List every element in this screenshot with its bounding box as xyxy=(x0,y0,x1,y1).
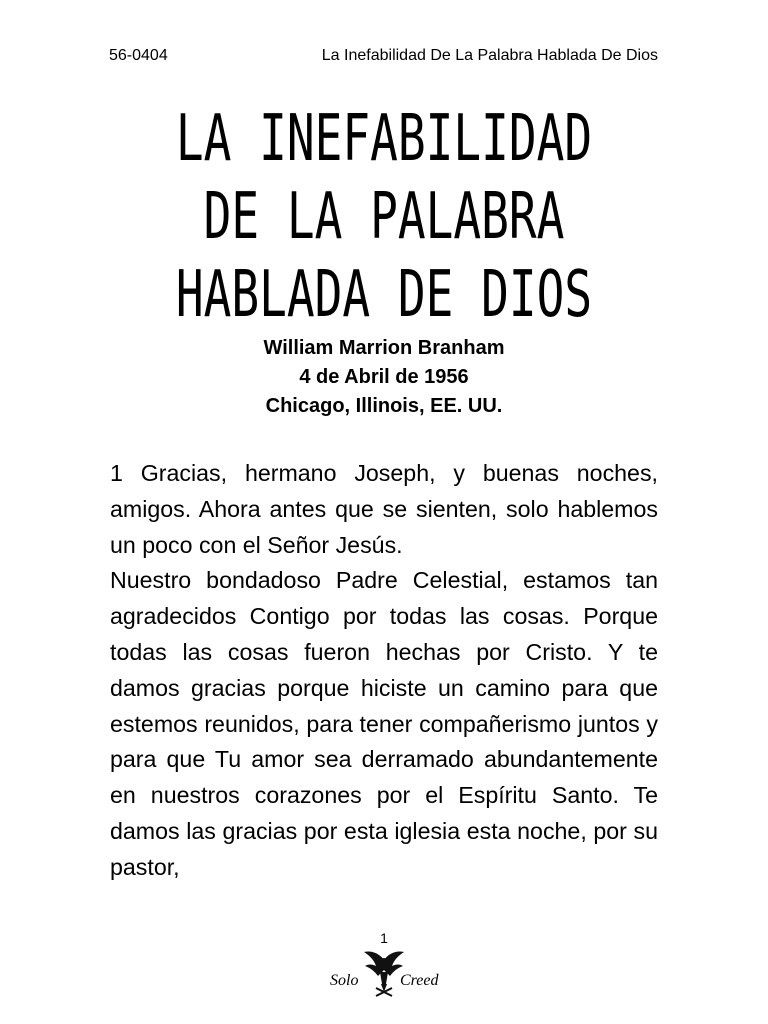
logo-word-right: Creed xyxy=(400,972,439,989)
running-title: La Inefabilidad De La Palabra Hablada De Dios xyxy=(321,47,658,64)
title-line-3: HABLADA DE DIOS xyxy=(175,258,593,332)
title-line-2: DE LA PALABRA xyxy=(203,180,565,254)
sermon-meta xyxy=(0,334,768,421)
page-number: 1 xyxy=(380,930,388,946)
solo-creed-logo xyxy=(324,948,446,1000)
sermon-code: 56-0404 xyxy=(109,47,168,64)
page-title xyxy=(108,100,661,334)
logo-word-left: Solo xyxy=(330,972,359,989)
author: William Marrion Branham xyxy=(263,337,505,359)
paragraph-2: Nuestro bondadoso Padre Celestial, estamos tan agradecidos Contigo por todas las cosas. Porque todas las cosas fueron hechas por Cristo. Y te damos gracias porque hiciste un camino para que estemos reunidos, para tener compañerismo juntos y para que Tu amor sea derramado abundantemente en nuestros corazones por el Espíritu Santo. Te damos las gracias por esta iglesia esta noche, por su pastor, xyxy=(110,567,658,880)
paragraph-1: 1 Gracias, hermano Joseph, y buenas noches, amigos. Ahora antes que se sienten, solo hablemos un poco con el Señor Jesús. xyxy=(110,460,658,558)
sermon-place: Chicago, Illinois, EE. UU. xyxy=(265,395,503,417)
sermon-date: 4 de Abril de 1956 xyxy=(299,366,469,388)
title-line-1: LA INEFABILIDAD xyxy=(175,102,593,176)
running-header xyxy=(109,44,658,68)
body-text xyxy=(110,456,658,886)
